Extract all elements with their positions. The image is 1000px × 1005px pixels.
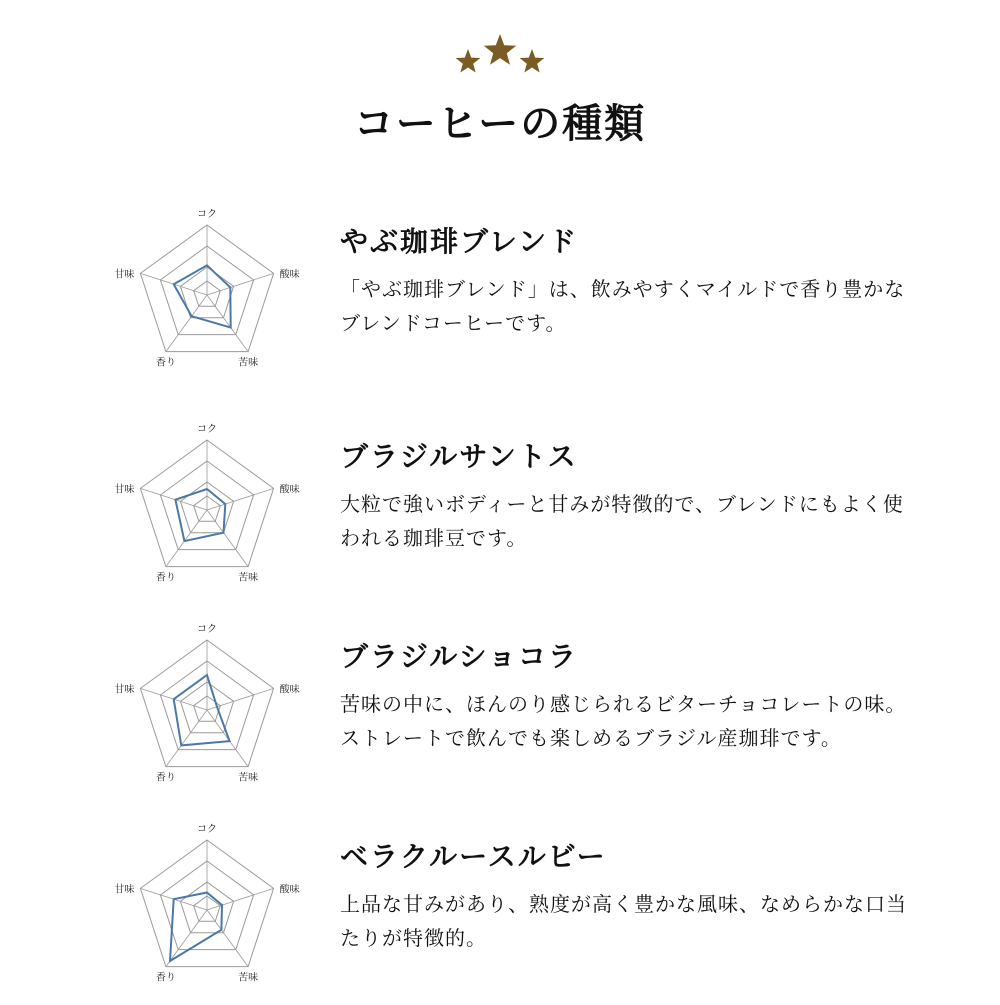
three-stars-icon	[450, 30, 550, 80]
coffee-name: ベラクルースルビー	[340, 835, 607, 875]
coffee-item	[0, 815, 1000, 1005]
radar-axis-label: コク	[197, 423, 217, 435]
coffee-description: 上品な甘みがあり、熟度が高く豊かな風味、なめらかな口当たりが特徴的。	[340, 887, 920, 955]
radar-axis-label: 苦味	[238, 571, 258, 584]
coffee-description: 苦味の中に、ほんのり感じられるビターチョコレートの味。ストレートで飲んでも楽しめるブラジル産珈琲です。	[340, 687, 920, 755]
radar-axis-label: 苦味	[238, 356, 258, 369]
radar-axis-label: 香り	[156, 971, 176, 984]
radar-axis-label: 酸味	[280, 267, 300, 280]
radar-axis-label: 香り	[156, 571, 176, 584]
radar-value-polygon	[175, 489, 225, 541]
coffee-description: 「やぶ珈琲ブレンド」は、飲みやすくマイルドで香り豊かなブレンドコーヒーです。	[340, 272, 920, 340]
radar-chart-brazil-chocolate	[112, 615, 302, 775]
radar-axis-label: 苦味	[238, 971, 258, 984]
radar-axis-label: 甘味	[114, 682, 134, 695]
radar-spoke	[207, 888, 274, 910]
radar-axis-label: 甘味	[114, 267, 134, 280]
star-icon	[484, 34, 516, 65]
radar-axis-label: コク	[197, 623, 217, 635]
coffee-item	[0, 615, 1000, 805]
radar-axis-label: コク	[197, 823, 217, 835]
radar-chart-yabu-blend	[112, 200, 302, 360]
radar-chart-brazil-santos	[112, 415, 302, 575]
radar-axis-label: 酸味	[280, 682, 300, 695]
radar-axis-label: 甘味	[114, 482, 134, 495]
radar-axis-label: 香り	[156, 356, 176, 369]
radar-chart-veracruz-ruby	[112, 815, 302, 975]
radar-spoke	[207, 488, 274, 510]
coffee-description: 大粒で強いボディーと甘みが特徴的で、ブレンドにもよく使われる珈琲豆です。	[340, 487, 920, 555]
star-icon	[520, 49, 545, 73]
star-icon	[456, 49, 481, 73]
radar-value-polygon	[174, 265, 231, 327]
page-title: コーヒーの種類	[0, 92, 1000, 149]
radar-axis-label: コク	[197, 208, 217, 220]
coffee-item	[0, 415, 1000, 605]
coffee-name: ブラジルサントス	[340, 435, 578, 475]
coffee-name: ブラジルショコラ	[340, 635, 578, 675]
coffee-item	[0, 200, 1000, 390]
radar-spoke	[207, 273, 274, 295]
radar-axis-label: 酸味	[280, 882, 300, 895]
radar-axis-label: 香り	[156, 771, 176, 784]
radar-axis-label: 酸味	[280, 482, 300, 495]
coffee-name: やぶ珈琲ブレンド	[340, 220, 578, 260]
radar-axis-label: 甘味	[114, 882, 134, 895]
radar-axis-label: 苦味	[238, 771, 258, 784]
